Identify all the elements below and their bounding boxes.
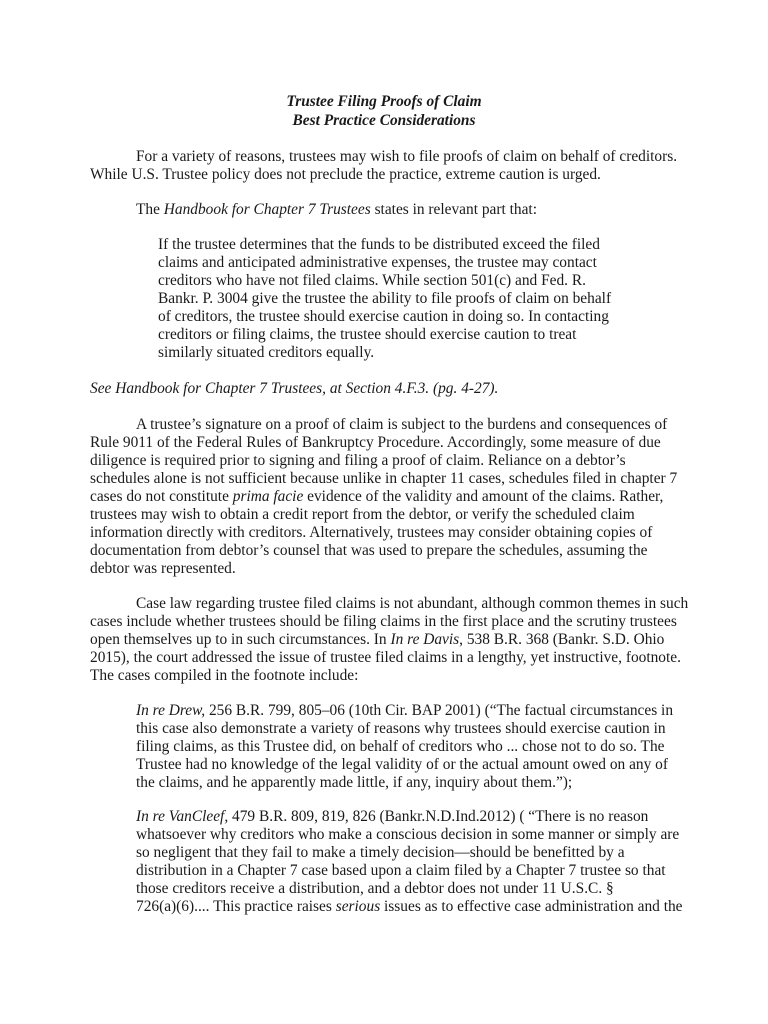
- quote-line: Bankr. P. 3004 give the trustee the ability to file proofs of claim on behalf: [158, 290, 612, 307]
- paragraph-line: [136, 201, 537, 219]
- quote-line: distribution in a Chapter 7 case based upon a claim filed by a Chapter 7 trustee so that: [136, 862, 666, 879]
- quote-line: [136, 898, 683, 916]
- case-name: In re Davis: [390, 631, 460, 648]
- quote-line: creditors who have not filed claims. While section 501(c) and Fed. R.: [158, 272, 586, 289]
- paragraph-line: schedules alone is not sufficient because unlike in chapter 11 cases, schedules filed in chapter 7: [90, 470, 678, 487]
- paragraph-line: A trustee’s signature on a proof of claim is subject to the burdens and consequences of: [136, 416, 668, 433]
- quote-line: whatsoever why creditors who make a conscious decision in some manner or simply are: [136, 826, 680, 843]
- quote-line: If the trustee determines that the funds to be distributed exceed the filed: [158, 236, 600, 253]
- paragraph-line: information directly with creditors. Alternatively, trustees may consider obtaining copies of: [90, 524, 653, 541]
- paragraph-line: trustees may wish to obtain a credit report from the debtor, or verify the scheduled claim: [90, 506, 635, 523]
- quote-line: of creditors, the trustee should exercise caution in doing so. In contacting: [158, 308, 609, 325]
- quote-line: this case also demonstrate a variety of reasons why trustees should exercise caution in: [136, 720, 666, 737]
- case-name: In re Drew,: [136, 702, 206, 719]
- document-title: Trustee Filing Proofs of Claim: [286, 93, 482, 110]
- quote-line: so negligent that they fail to make a timely decision—should be benefitted by a: [136, 844, 625, 861]
- text-span: issues as to effective case administration and the: [380, 898, 683, 915]
- handbook-title: Handbook for Chapter 7 Trustees: [163, 201, 371, 218]
- paragraph-line: Rule 9011 of the Federal Rules of Bankruptcy Procedure. Accordingly, some measure of due: [90, 434, 661, 451]
- paragraph-line: [90, 488, 663, 506]
- quote-line: similarly situated creditors equally.: [158, 344, 375, 361]
- paragraph-line: Case law regarding trustee filed claims is not abundant, although common themes in such: [136, 595, 689, 612]
- paragraph-line: diligence is required prior to signing and filing a proof of claim. Reliance on a debtor’s: [90, 452, 626, 469]
- paragraph-line: [90, 631, 664, 649]
- text-span: , 538 B.R. 368 (Bankr. S.D. Ohio: [459, 631, 665, 648]
- document-subtitle: Best Practice Considerations: [292, 112, 476, 129]
- paragraph-line: documentation from debtor’s counsel that was used to prepare the schedules, assuming the: [90, 542, 648, 559]
- quote-line: claims and anticipated administrative expenses, the trustee may contact: [158, 254, 597, 271]
- paragraph-line: cases include whether trustees should be filing claims in the first place and the scrutiny trustees: [90, 613, 677, 630]
- case-name: In re VanCleef,: [136, 808, 229, 825]
- quote-line: filing claims, as this Trustee did, on behalf of creditors who ... chose not to do so. The: [136, 738, 665, 755]
- quote-line: those creditors receive a distribution, and a debtor does not under 11 U.S.C. §: [136, 880, 614, 897]
- text-span: open themselves up to in such circumstances. In: [90, 631, 391, 648]
- quote-line: creditors or filing claims, the trustee should exercise caution to treat: [158, 326, 577, 343]
- text-span: cases do not constitute: [90, 488, 233, 505]
- paragraph-line: While U.S. Trustee policy does not preclude the practice, extreme caution is urged.: [90, 166, 601, 183]
- quote-line: the claims, and he apparently made little, if any, inquiry about them.”);: [136, 774, 573, 791]
- text-span: The: [136, 201, 164, 218]
- emphasis-text: prima facie: [232, 488, 304, 505]
- citation-line: See Handbook for Chapter 7 Trustees, at Section 4.F.3. (pg. 4-27).: [90, 380, 499, 397]
- paragraph-line: 2015), the court addressed the issue of trustee filed claims in a lengthy, yet instructive, footnote.: [90, 649, 681, 666]
- paragraph-line: debtor was represented.: [90, 560, 236, 577]
- paragraph-line: For a variety of reasons, trustees may wish to file proofs of claim on behalf of creditors.: [136, 148, 678, 165]
- text-span: 726(a)(6).... This practice raises: [136, 898, 336, 915]
- emphasis-text: serious: [335, 898, 381, 915]
- text-span: states in relevant part that:: [370, 201, 537, 218]
- quote-line: [136, 702, 673, 720]
- paragraph-line: The cases compiled in the footnote include:: [90, 667, 359, 684]
- quote-line: [136, 808, 648, 826]
- text-span: 256 B.R. 799, 805–06 (10th Cir. BAP 2001) (“The factual circumstances in: [205, 702, 674, 719]
- text-span: 479 B.R. 809, 819, 826 (Bankr.N.D.Ind.2012) ( “There is no reason: [228, 808, 649, 825]
- quote-line: Trustee had no knowledge of the legal validity of or the actual amount owed on any of: [136, 756, 668, 773]
- text-span: evidence of the validity and amount of the claims. Rather,: [303, 488, 664, 505]
